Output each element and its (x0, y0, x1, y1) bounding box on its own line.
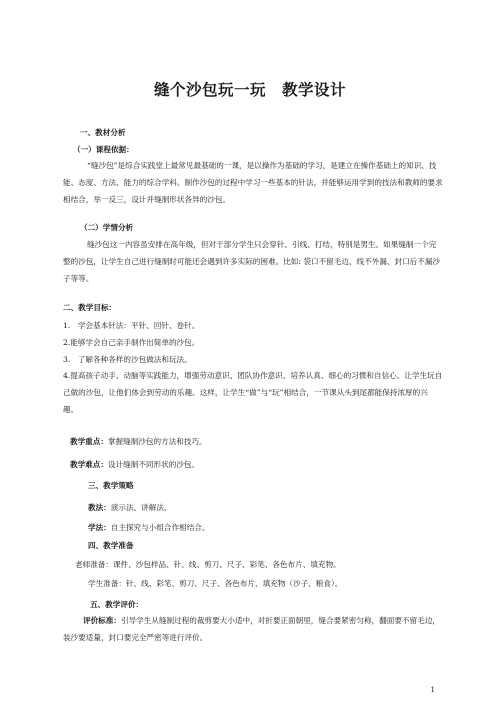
teaching-method (88, 502, 468, 513)
paragraph-student-analysis: 缝沙包这一内容虽安排在高年级，但对于部分学生只会穿针、引线、打结，特别是男生。如果缝制一个完整的沙包，让学生自己进行缝制时可能还会遇到许多实际的困难。比如: 袋口不留毛边、线不外漏、封口后不漏沙子等等。 (63, 240, 441, 284)
evaluation-text: 引导学生从缝制过程的裁剪要大小适中，对折要正面朝里，缝合要紧密匀称，翻面要不留毛边，装沙要适量，封口要完全严密等进行评价。 (63, 616, 440, 643)
subsection-heading-1-2: （二）学情分析 (80, 223, 134, 232)
learning-method-text: 自主探究与小组合作相结合。 (110, 523, 210, 532)
teacher-preparation: 老师准备：课件、沙包样品、针、线、剪刀、尺子、彩笔、各色布片、填充物。 (75, 560, 341, 569)
document-title: 缝个沙包玩一玩 教学设计 (153, 80, 346, 99)
section-heading-1: 一、教材分析 (80, 128, 126, 137)
goal-item-2: 2.能够学会自己亲手制作出简单的沙包。 (63, 338, 200, 347)
evaluation-label: 评价标准： (83, 616, 121, 625)
section-heading-4: 四、教学准备 (88, 541, 134, 550)
section-heading-2: 二、教学目标： (63, 303, 117, 312)
student-preparation: 学生准备：针、线、彩笔、剪刀、尺子、各色布片、填充物（沙子、粮食）。 (88, 579, 343, 588)
goal-item-1: 1. 学会基本针法：平针、回针、卷针。 (63, 321, 200, 330)
section-heading-5: 五、教学评价： (90, 600, 144, 609)
paragraph-course-basis: “缝沙包”是综合实践堂上最常见最基础的一课，是以操作为基础的学习，是建立在操作基础上的知识、技能、态度、方法、能力的综合学科。制作沙包的过程中学习一些基本的针法，并能够运用学到的技法和教师的要求相结合，举一反三，设计并缝制形状各异的沙包。 (63, 161, 443, 205)
learning-method-label: 学法： (88, 523, 111, 532)
difficult-point (70, 459, 450, 470)
evaluation-paragraph (63, 612, 443, 646)
teaching-method-label: 教法： (88, 503, 111, 512)
key-point (70, 436, 450, 447)
teaching-method-text: 演示法、讲解法、 (110, 503, 172, 512)
subsection-heading-1-1: （一）课程依据： (73, 145, 134, 154)
goal-item-4: 4.提高孩子动手、动脑等实践能力，增强劳动意识、团队协作意识、培养认真、细心的习惯和自信心。让学生玩自己做的沙包，让他们体会到劳动的乐趣。这样，让学生“做”与“玩”相结合，一节课从头到尾都能保持浓厚的兴趣。 (63, 371, 443, 415)
section-heading-3: 三、教学策略 (88, 481, 134, 490)
difficult-point-text: 设计缝制不同形状的沙包。 (107, 460, 200, 469)
difficult-point-label: 教学难点： (70, 460, 108, 469)
key-point-text: 掌握缝制沙包的方法和技巧。 (107, 437, 207, 446)
learning-method (88, 522, 468, 533)
key-point-label: 教学重点： (70, 437, 108, 446)
goal-item-3: 3. 了解各种各样的沙包做法和玩法。 (63, 355, 192, 364)
page-number: 1 (430, 686, 435, 694)
